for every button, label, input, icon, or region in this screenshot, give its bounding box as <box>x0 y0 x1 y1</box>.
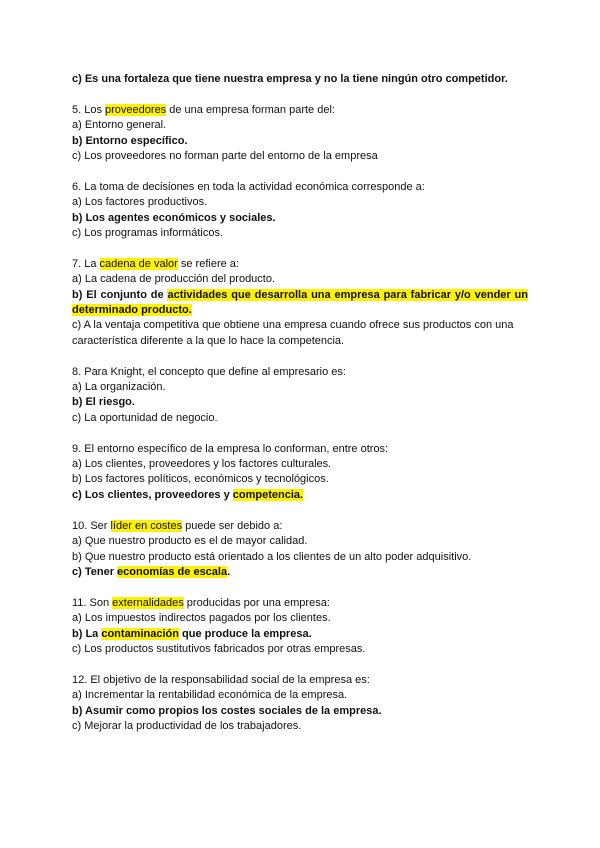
text-run: a) La cadena de producción del producto. <box>72 273 276 286</box>
text-run: 9. El entorno específico de la empresa lo conforman, entre otros: <box>72 442 389 455</box>
highlighted-text: externalidades <box>112 596 184 609</box>
text-run: b) Entorno específico. <box>72 134 188 147</box>
question-stem <box>72 365 528 380</box>
question-stem <box>72 442 528 457</box>
text-run: c) Tener <box>72 565 118 578</box>
intro-answer: c) Es una fortaleza que tiene nuestra empresa y no la tiene ningún otro competidor. <box>72 73 508 85</box>
text-run: se refiere a: <box>177 257 239 270</box>
text-run: a) Que nuestro producto es el de mayor calidad. <box>72 535 308 548</box>
question-stem <box>72 596 528 611</box>
text-run: puede ser debido a: <box>182 519 283 532</box>
question-stem <box>72 257 528 272</box>
correct-option <box>72 395 528 410</box>
text-run: c) Los productos sustitutivos fabricados por otras empresas. <box>72 642 366 655</box>
answer-option <box>72 642 528 657</box>
correct-option <box>72 627 528 642</box>
text-run: c) Los proveedores no forman parte del entorno de la empresa <box>72 150 378 163</box>
question-block <box>72 673 528 735</box>
highlighted-text: cadena de valor <box>99 257 178 270</box>
correct-option <box>72 488 528 503</box>
text-run: b) Los agentes económicos y sociales. <box>72 211 276 224</box>
answer-option <box>72 272 528 287</box>
highlighted-text: proveedores <box>105 103 167 116</box>
text-run: b) La <box>72 627 102 640</box>
answer-option <box>72 611 528 626</box>
text-run: . <box>227 565 231 578</box>
text-run: a) Los factores productivos. <box>72 196 208 209</box>
question-block <box>72 442 528 504</box>
correct-option <box>72 288 528 319</box>
answer-option <box>72 719 528 734</box>
answer-option <box>72 688 528 703</box>
text-run: 11. Son <box>72 596 113 609</box>
text-run: de una empresa forman parte del: <box>166 103 335 116</box>
question-block <box>72 257 528 349</box>
text-run: 6. La toma de decisiones en toda la actividad económica corresponde a: <box>72 180 425 193</box>
text-run: a) Incrementar la rentabilidad económica de la empresa. <box>72 689 348 702</box>
question-stem <box>72 180 528 195</box>
correct-option <box>72 704 528 719</box>
highlighted-text: líder en costes <box>110 519 183 532</box>
question-list <box>72 103 528 735</box>
text-run: a) Los clientes, proveedores y los factores culturales. <box>72 458 332 471</box>
document-content <box>72 72 528 750</box>
text-run: a) La organización. <box>72 381 166 394</box>
correct-option <box>72 134 528 149</box>
text-run: 5. Los <box>72 103 106 116</box>
answer-option <box>72 472 528 487</box>
question-block <box>72 596 528 658</box>
question-block <box>72 180 528 242</box>
highlighted-text: contaminación <box>101 627 179 640</box>
answer-option <box>72 149 528 164</box>
answer-option <box>72 334 528 349</box>
question-stem <box>72 103 528 118</box>
highlighted-text: actividades que desarrolla una empresa para fabricar y/o vender un determinado producto <box>72 288 528 317</box>
text-run: c) A la ventaja competitiva que obtiene una empresa cuando ofrece sus productos con una <box>72 319 514 332</box>
text-run: c) Los clientes, proveedores y <box>72 488 233 501</box>
text-run: c) Los programas informáticos. <box>72 227 223 240</box>
question-block <box>72 365 528 427</box>
answer-option <box>72 195 528 210</box>
answer-option <box>72 411 528 426</box>
answer-option <box>72 550 528 565</box>
correct-option <box>72 565 528 580</box>
answer-option <box>72 226 528 241</box>
question-block <box>72 103 528 165</box>
text-run: producidas por una empresa: <box>183 596 330 609</box>
question-stem <box>72 673 528 688</box>
answer-option <box>72 318 528 333</box>
correct-option <box>72 211 528 226</box>
answer-option <box>72 534 528 549</box>
text-run: 7. La <box>72 257 100 270</box>
question-block <box>72 519 528 581</box>
text-run: b) Asumir como propios los costes sociales de la empresa. <box>72 704 382 717</box>
text-run: c) Mejorar la productividad de los trabajadores. <box>72 719 302 732</box>
answer-option <box>72 380 528 395</box>
answer-option <box>72 457 528 472</box>
text-run: a) Los impuestos indirectos pagados por los clientes. <box>72 612 331 625</box>
text-run: 8. Para Knight, el concepto que define al empresario es: <box>72 365 346 378</box>
highlighted-text: competencia. <box>232 488 304 501</box>
text-run: 12. El objetivo de la responsabilidad social de la empresa es: <box>72 673 370 686</box>
highlighted-text: . <box>188 304 192 317</box>
text-run: b) El conjunto de <box>72 288 168 301</box>
text-run: a) Entorno general. <box>72 119 167 132</box>
text-run: que produce la empresa. <box>178 627 312 640</box>
text-run: b) Que nuestro producto está orientado a los clientes de un alto poder adquisitivo. <box>72 550 472 563</box>
text-run: c) La oportunidad de negocio. <box>72 411 218 424</box>
answer-option <box>72 118 528 133</box>
text-run: 10. Ser <box>72 519 111 532</box>
text-run: b) Los factores políticos, económicos y tecnológicos. <box>72 473 329 486</box>
text-run: característica diferente a la que lo hace la competencia. <box>72 334 345 347</box>
highlighted-text: economías de escala <box>117 565 228 578</box>
question-stem <box>72 519 528 534</box>
text-run: b) El riesgo. <box>72 396 135 409</box>
